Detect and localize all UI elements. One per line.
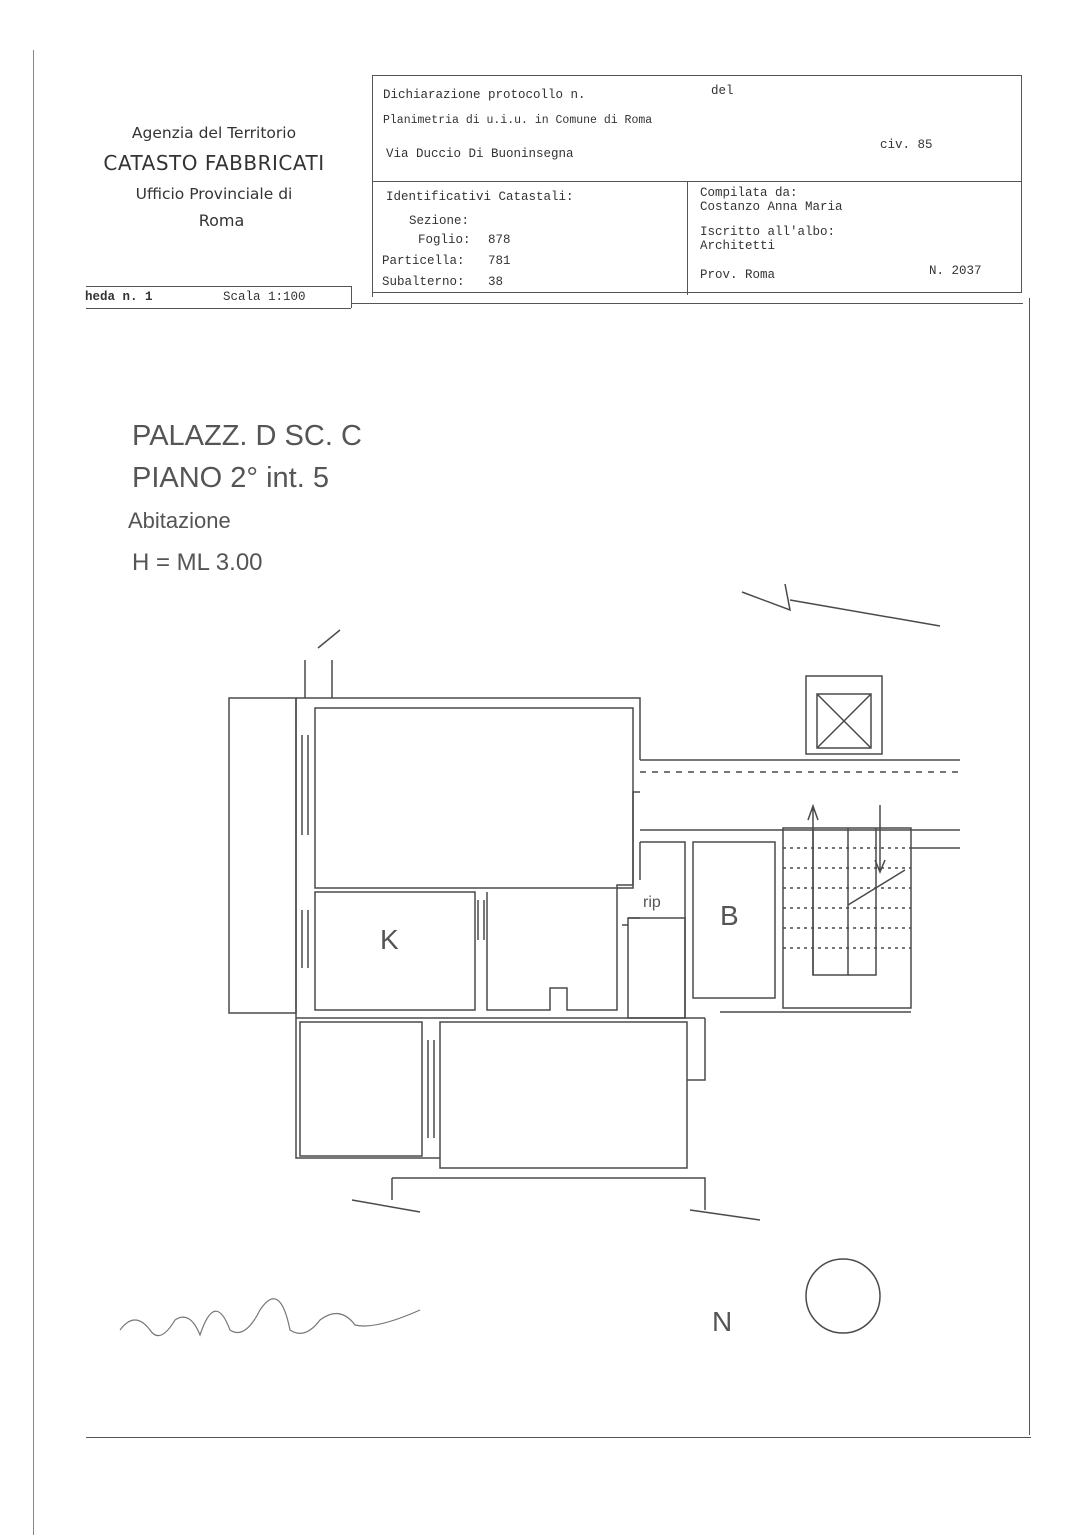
subalterno-label: Subalterno: <box>382 275 465 289</box>
office-name: Ufficio Provinciale di <box>135 185 293 203</box>
agency-name: Agenzia del Territorio <box>131 124 297 142</box>
catasto-title: CATASTO FABBRICATI <box>103 151 325 175</box>
building-label: PALAZZ. D SC. C <box>132 420 362 452</box>
floor-label: PIANO 2° int. 5 <box>132 462 329 494</box>
planimetria-text: Planimetria di u.i.u. in Comune di Roma <box>383 114 653 127</box>
scheda-label: heda n. 1 <box>85 290 153 304</box>
civic-number: civ. 85 <box>880 138 933 152</box>
height-label: H = ML 3.00 <box>132 549 263 576</box>
address-text: Via Duccio Di Buoninsegna <box>386 147 574 161</box>
room-label-bathroom: B <box>720 900 739 931</box>
registration-number: N. 2037 <box>929 264 982 278</box>
sezione-label: Sezione: <box>409 214 470 228</box>
foglio-value: 878 <box>488 233 511 247</box>
room-label-kitchen: K <box>380 924 399 955</box>
prov-label: Prov. Roma <box>700 268 776 282</box>
scale-label: Scala 1:100 <box>223 290 306 304</box>
compilata-name: Costanzo Anna Maria <box>700 200 843 214</box>
del-label: del <box>711 84 734 98</box>
identificativi-label: Identificativi Catastali: <box>386 190 574 204</box>
north-label: N <box>712 1306 733 1337</box>
particella-value: 781 <box>488 254 511 268</box>
use-label: Abitazione <box>128 508 231 533</box>
subalterno-value: 38 <box>488 275 504 289</box>
particella-label: Particella: <box>382 254 465 268</box>
compilata-label: Compilata da: <box>700 186 798 200</box>
foglio-label: Foglio: <box>418 233 471 247</box>
declaration-label: Dichiarazione protocollo n. <box>383 88 586 102</box>
room-label-storage: rip <box>643 894 661 911</box>
iscritto-label: Iscritto all'albo: <box>700 225 836 239</box>
office-city: Roma <box>198 211 245 230</box>
iscritto-value: Architetti <box>700 239 776 253</box>
